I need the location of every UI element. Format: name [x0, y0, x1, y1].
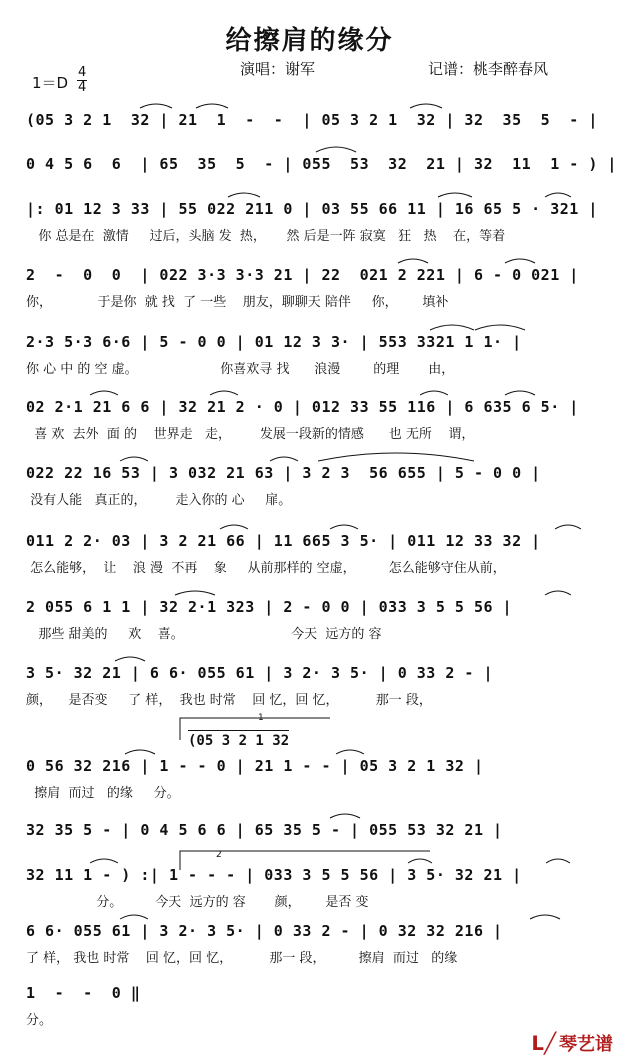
slur [125, 750, 155, 754]
lyrics-line: 擦肩 而过 的缘 分。 [26, 786, 180, 801]
slur [505, 259, 535, 263]
notes-line: 011 2 2· 03 | 3 2 21 66 | 11 665 3 5· | 011 12 33 32 | [26, 532, 541, 550]
slur [430, 325, 474, 330]
lyrics-line: 了 样， 我也 时常 回 忆，回 忆， 那一 段， 擦肩 而过 的缘 [26, 951, 458, 966]
slur [120, 915, 148, 919]
notes-line: 022 22 16 53 | 3 032 21 63 | 3 2 3 56 655 | 5 - 0 0 | [26, 464, 541, 482]
slur [90, 859, 118, 863]
notes-line: 0 4 5 6 6 | 65 35 5 - | 055 53 32 21 | 32 11 1 - ) | [26, 155, 617, 173]
notes-line: 2 - 0 0 | 022 3·3 3·3 21 | 22 021 2 221 | 6 - 0 021 | [26, 266, 579, 284]
watermark-logo [531, 1030, 613, 1056]
notes-line: (05 3 2 1 32 | 21 1 - - | 05 3 2 1 32 | 32 35 5 - | [26, 111, 598, 129]
slur [546, 859, 570, 863]
lyrics-line: 那些 甜美的 欢 喜。 今天 远方的 容 [26, 627, 382, 642]
notes-line: 1 - - 0 ‖ [26, 984, 141, 1002]
slur [545, 591, 571, 595]
notes-line: 02 2·1 21 6 6 | 32 21 2 · 0 | 012 33 55 116 | 6 635 6 5· | [26, 398, 579, 416]
slur [545, 193, 571, 197]
watermark-text: 琴艺谱 [559, 1034, 613, 1055]
time-signature-top: 4 [78, 65, 87, 80]
notes-line: 32 11 1 - ) :| 1 - - - | 033 3 5 5 56 | 3 5· 32 21 | [26, 866, 522, 884]
slur [530, 915, 560, 919]
sub-staff-intro: (05 3 2 1 32 [188, 730, 289, 749]
slur [175, 591, 215, 595]
slur [210, 391, 238, 395]
slur [270, 457, 298, 461]
lyrics-line: 你 心 中 的 空 虚。 你喜欢寻 找 浪漫 的理 由， [26, 362, 455, 377]
lyrics-line: 怎么能够， 让 浪 漫 不再 象 从前那样的 空虚， 怎么能够守住从前， [26, 561, 506, 576]
slur [90, 391, 118, 395]
song-title: 给擦肩的缘分 [225, 26, 394, 56]
slur [410, 104, 442, 108]
transcriber-credit: 记谱：桃李醉春风 [428, 60, 549, 78]
slur [398, 259, 428, 263]
slur [555, 525, 581, 529]
slur [330, 525, 358, 529]
slur [316, 147, 356, 152]
lyrics-line: 你 总是在 激情 过后，头脑 发 热， 然 后是一阵 寂寞 狂 热 在，等着 [26, 229, 506, 244]
lyrics-line: 你， 于是你 就 找 了 一些 朋友，聊聊天 陪伴 你， 填补 [26, 295, 449, 310]
volta-bracket-second [180, 851, 430, 870]
slur [438, 193, 472, 197]
slur [140, 104, 172, 108]
notes-line: |: 01 12 3 33 | 55 022 211 0 | 03 55 66 11 | 16 65 5 · 321 | [26, 200, 598, 218]
singer-credit: 演唱：谢军 [240, 60, 316, 78]
slur [228, 193, 260, 197]
slur [408, 859, 432, 863]
slur [336, 750, 364, 754]
slur [475, 325, 525, 330]
slur [115, 657, 145, 661]
time-signature-bottom: 4 [78, 80, 87, 95]
slur [420, 391, 448, 395]
lyrics-line: 分。 今天 远方的 容 颜， 是否 变 [26, 895, 369, 910]
slur [318, 453, 474, 461]
slur [220, 525, 248, 529]
lyrics-line: 喜 欢 去外 面 的 世界走 走， 发展一段新的情感 也 无所 谓， [26, 427, 475, 442]
slur [505, 391, 535, 395]
notes-line: 6 6· 055 61 | 3 2· 3 5· | 0 33 2 - | 0 32 32 216 | [26, 922, 503, 940]
logo-mark-icon: ᒪ╱ [531, 1031, 556, 1055]
volta-first-ending: 1 [258, 713, 264, 723]
notes-line: 32 35 5 - | 0 4 5 6 6 | 65 35 5 - | 055 53 32 21 | [26, 821, 503, 839]
lyrics-line: 分。 [26, 1013, 53, 1028]
volta-second-ending: 2 [216, 850, 222, 860]
notes-line: 2 055 6 1 1 | 32 2·1 323 | 2 - 0 0 | 033 3 5 5 56 | [26, 598, 513, 616]
notes-line: 2·3 5·3 6·6 | 5 - 0 0 | 01 12 3 3· | 553 3321 1 1· | [26, 333, 522, 351]
key-signature: 1＝D [32, 74, 69, 92]
notes-line: 0 56 32 216 | 1 - - 0 | 21 1 - - | 05 3 2 1 32 | [26, 757, 484, 775]
volta-bracket-first [180, 718, 330, 740]
lyrics-line: 没有人能 真正的， 走入你的 心 扉。 [26, 493, 292, 508]
slur [196, 104, 228, 108]
notes-line: 3 5· 32 21 | 6 6· 055 61 | 3 2· 3 5· | 0 33 2 - | [26, 664, 494, 682]
lyrics-line: 颜， 是否变 了 样， 我也 时常 回 忆，回 忆， 那一 段， [26, 693, 432, 708]
slur [120, 457, 148, 461]
slur [330, 814, 360, 818]
